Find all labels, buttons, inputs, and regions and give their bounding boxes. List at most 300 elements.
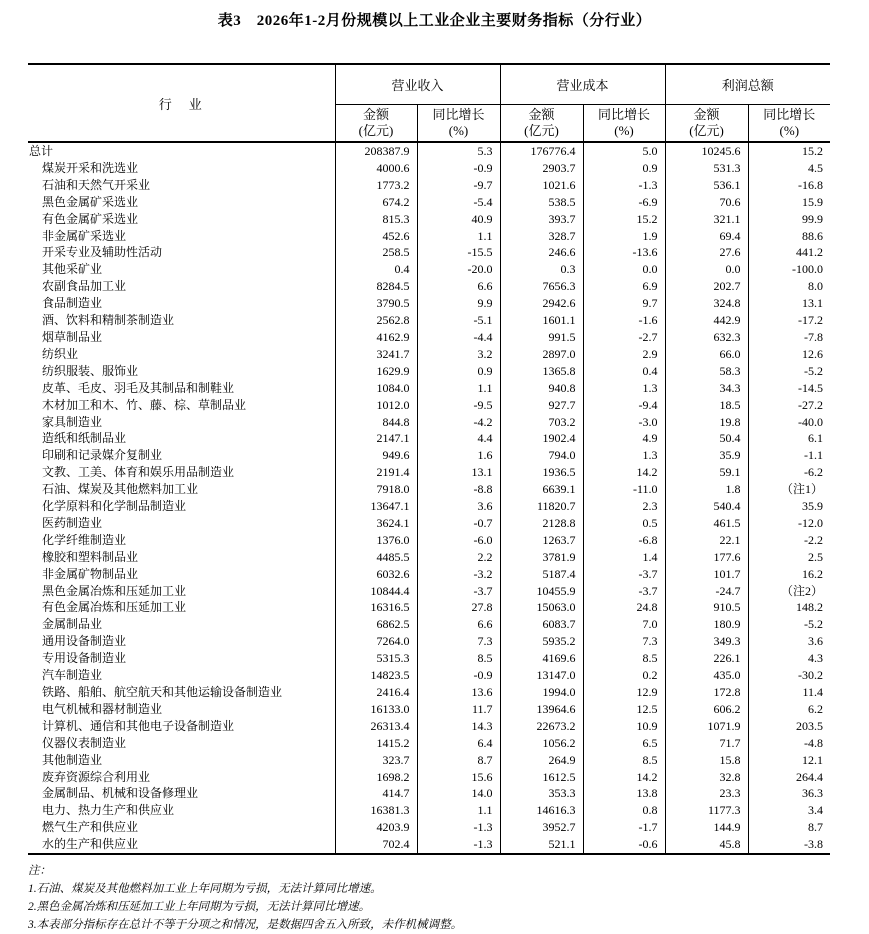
value-cell: -7.8 [748,329,830,346]
value-cell: 7918.0 [335,481,417,498]
value-cell: 10455.9 [500,583,583,600]
value-cell: 794.0 [500,447,583,464]
table-row [28,802,830,819]
value-cell: 0.5 [583,515,665,532]
value-cell: 246.6 [500,244,583,261]
value-cell: 0.4 [583,363,665,380]
industry-cell: 汽车制造业 [42,668,103,683]
value-cell: 540.4 [665,498,748,515]
value-cell: 321.1 [665,211,748,228]
value-cell: 1376.0 [335,532,417,549]
table-row [28,380,830,397]
value-cell: 180.9 [665,616,748,633]
note-item: 2.黑色金属冶炼和压延加工业上年同期为亏损，无法计算同比增速。 [28,901,371,914]
table-row [28,752,830,769]
table-row [28,836,830,854]
table-row [28,312,830,329]
value-cell: 940.8 [500,380,583,397]
value-cell: 0.9 [417,363,500,380]
value-cell: 2191.4 [335,464,417,481]
value-cell: 226.1 [665,650,748,667]
value-cell: 9.7 [583,295,665,312]
value-cell: 203.5 [748,718,830,735]
value-cell: 1.1 [417,228,500,245]
industry-cell: 烟草制品业 [42,329,103,344]
value-cell: -8.8 [417,481,500,498]
value-cell: 69.4 [665,228,748,245]
table-row [28,464,830,481]
industry-cell: 石油和天然气开采业 [42,177,151,192]
value-cell: 5.0 [583,142,665,160]
value-cell: 6.9 [583,278,665,295]
value-cell: 1902.4 [500,430,583,447]
col-group-total-profit: 利润总额 [665,64,830,105]
table-row [28,278,830,295]
value-cell: 6.2 [748,701,830,718]
value-cell: 3.6 [748,633,830,650]
value-cell: -20.0 [417,261,500,278]
value-cell: 0.4 [335,261,417,278]
table-row [28,735,830,752]
value-cell: 2128.8 [500,515,583,532]
industry-cell: 煤炭开采和洗选业 [42,160,139,175]
value-cell: 144.9 [665,819,748,836]
value-cell: 208387.9 [335,142,417,160]
value-cell: 176776.4 [500,142,583,160]
value-cell: 40.9 [417,211,500,228]
value-cell: 632.3 [665,329,748,346]
value-cell: 2.2 [417,549,500,566]
value-cell: 3781.9 [500,549,583,566]
table-row [28,397,830,414]
value-cell: 11.4 [748,684,830,701]
value-cell: 8.5 [417,650,500,667]
value-cell: 50.4 [665,430,748,447]
value-cell: -6.2 [748,464,830,481]
value-cell: 22673.2 [500,718,583,735]
value-cell: 0.8 [583,802,665,819]
value-cell: 7.3 [417,633,500,650]
value-cell: 441.2 [748,244,830,261]
industry-cell: 有色金属冶炼和压延加工业 [42,600,187,615]
industry-cell: 通用设备制造业 [42,634,127,649]
table-row [28,346,830,363]
value-cell: -15.5 [417,244,500,261]
value-cell: 1.1 [417,802,500,819]
col-header-revenue-growth: 同比增长 (%) [417,105,500,143]
value-cell: 7.3 [583,633,665,650]
table-row [28,785,830,802]
value-cell: 1056.2 [500,735,583,752]
industry-cell: 印刷和记录媒介复制业 [42,448,163,463]
value-cell: 1.4 [583,549,665,566]
value-cell: 6.6 [417,616,500,633]
industry-cell: 废弃资源综合利用业 [42,769,151,784]
value-cell: 5.3 [417,142,500,160]
table-row [28,616,830,633]
value-cell: 5315.3 [335,650,417,667]
value-cell: 6.4 [417,735,500,752]
note-item: 1.石油、煤炭及其他燃料加工业上年同期为亏损，无法计算同比增速。 [28,883,382,896]
value-cell: 1021.6 [500,177,583,194]
value-cell: 3.6 [417,498,500,515]
industry-cell: 仪器仪表制造业 [42,735,127,750]
value-cell: 5187.4 [500,566,583,583]
value-cell: 18.5 [665,397,748,414]
industry-cell: 其他制造业 [42,752,103,767]
value-cell: 13.6 [417,684,500,701]
value-cell: 6639.1 [500,481,583,498]
value-cell: -9.5 [417,397,500,414]
value-cell: 702.4 [335,836,417,854]
value-cell: 35.9 [665,447,748,464]
value-cell: -2.2 [748,532,830,549]
value-cell: 7264.0 [335,633,417,650]
value-cell: 324.8 [665,295,748,312]
industry-cell: 医药制造业 [42,515,103,530]
value-cell: 606.2 [665,701,748,718]
value-cell: 11820.7 [500,498,583,515]
value-cell: 1936.5 [500,464,583,481]
value-cell: 12.5 [583,701,665,718]
value-cell: 16381.3 [335,802,417,819]
value-cell: 264.4 [748,769,830,786]
value-cell: 7656.3 [500,278,583,295]
value-cell: 3790.5 [335,295,417,312]
value-cell: -0.6 [583,836,665,854]
value-cell: 1601.1 [500,312,583,329]
table-row [28,363,830,380]
value-cell: 1.6 [417,447,500,464]
value-cell: 32.8 [665,769,748,786]
table-row [28,769,830,786]
value-cell: 4485.5 [335,549,417,566]
value-cell: 6.6 [417,278,500,295]
notes-label: 注： [28,865,51,878]
value-cell: 264.9 [500,752,583,769]
value-cell: 6862.5 [335,616,417,633]
value-cell: 26313.4 [335,718,417,735]
industry-cell: 化学原料和化学制品制造业 [42,499,187,514]
page-title: 表3 2026年1-2月份规模以上工业企业主要财务指标（分行业） [217,13,652,29]
value-cell: 0.0 [583,261,665,278]
value-cell: -14.5 [748,380,830,397]
value-cell: 4.9 [583,430,665,447]
industry-cell: 电气机械和器材制造业 [42,701,163,716]
table-row [28,414,830,431]
table-row [28,261,830,278]
industry-cell: 橡胶和塑料制品业 [42,549,139,564]
value-cell: 5935.2 [500,633,583,650]
value-cell: 2147.1 [335,430,417,447]
value-cell: 59.1 [665,464,748,481]
col-group-operating-revenue: 营业收入 [335,64,500,105]
industry-cell: 纺织业 [42,346,79,361]
value-cell: 10844.4 [335,583,417,600]
value-cell: 1.8 [665,481,748,498]
value-cell: 6083.7 [500,616,583,633]
value-cell: 15.2 [583,211,665,228]
table-row [28,667,830,684]
value-cell: 1012.0 [335,397,417,414]
value-cell: 3952.7 [500,819,583,836]
value-cell: -9.7 [417,177,500,194]
value-cell: -11.0 [583,481,665,498]
value-cell: 14.2 [583,464,665,481]
value-cell: 24.8 [583,599,665,616]
value-cell: 2897.0 [500,346,583,363]
value-cell: 353.3 [500,785,583,802]
value-cell: 13.1 [417,464,500,481]
notes-section [28,862,869,934]
value-cell: 36.3 [748,785,830,802]
value-cell: 703.2 [500,414,583,431]
value-cell: -1.3 [417,819,500,836]
value-cell: 0.3 [500,261,583,278]
value-cell: 27.8 [417,599,500,616]
value-cell: -6.0 [417,532,500,549]
financial-indicators-table [28,63,830,855]
industry-cell: 黑色金属冶炼和压延加工业 [42,583,187,598]
table-row [28,549,830,566]
value-cell: 1.1 [417,380,500,397]
industry-cell: 石油、煤炭及其他燃料加工业 [42,482,199,497]
value-cell: -17.2 [748,312,830,329]
table-row [28,819,830,836]
industry-cell: 家具制造业 [42,414,103,429]
value-cell: 2562.8 [335,312,417,329]
value-cell: 1629.9 [335,363,417,380]
value-cell: -3.0 [583,414,665,431]
value-cell: 71.7 [665,735,748,752]
table-row [28,718,830,735]
value-cell: 323.7 [335,752,417,769]
industry-cell: 燃气生产和供应业 [42,820,139,835]
table-row [28,447,830,464]
value-cell: 452.6 [335,228,417,245]
value-cell: 258.5 [335,244,417,261]
value-cell: 4162.9 [335,329,417,346]
table-row [28,650,830,667]
value-cell: 35.9 [748,498,830,515]
value-cell: 1612.5 [500,769,583,786]
value-cell: 14616.3 [500,802,583,819]
value-cell: 1177.3 [665,802,748,819]
table-row [28,701,830,718]
value-cell: 4.5 [748,160,830,177]
industry-cell: 非金属矿采选业 [42,228,127,243]
value-cell: 4000.6 [335,160,417,177]
value-cell: 16133.0 [335,701,417,718]
value-cell: 1263.7 [500,532,583,549]
col-group-operating-cost: 营业成本 [500,64,665,105]
col-header-profit-amount: 金额 (亿元) [665,105,748,143]
value-cell: -13.6 [583,244,665,261]
value-cell: 1994.0 [500,684,583,701]
industry-cell: 纺织服装、服饰业 [42,363,139,378]
table-container [28,63,830,855]
value-cell: 4.3 [748,650,830,667]
value-cell: 6.5 [583,735,665,752]
industry-cell: 其他采矿业 [42,262,103,277]
value-cell: 16316.5 [335,599,417,616]
value-cell: 8.5 [583,752,665,769]
table-row [28,583,830,600]
table-row [28,684,830,701]
value-cell: 1071.9 [665,718,748,735]
value-cell: 461.5 [665,515,748,532]
value-cell: -1.7 [583,819,665,836]
value-cell: 349.3 [665,633,748,650]
value-cell: -6.9 [583,194,665,211]
value-cell: 3241.7 [335,346,417,363]
value-cell: 328.7 [500,228,583,245]
value-cell: 8284.5 [335,278,417,295]
value-cell: 8.7 [417,752,500,769]
value-cell: 8.7 [748,819,830,836]
value-cell: 1.9 [583,228,665,245]
industry-cell: 计算机、通信和其他电子设备制造业 [42,718,235,733]
value-cell: 927.7 [500,397,583,414]
value-cell: -1.3 [417,836,500,854]
value-cell: 2942.6 [500,295,583,312]
value-cell: 1698.2 [335,769,417,786]
value-cell: 1773.2 [335,177,417,194]
value-cell: 99.9 [748,211,830,228]
value-cell: -1.3 [583,177,665,194]
value-cell: 1.3 [583,447,665,464]
value-cell: 8.0 [748,278,830,295]
value-cell: -100.0 [748,261,830,278]
value-cell: 13.1 [748,295,830,312]
table-row [28,633,830,650]
value-cell: 23.3 [665,785,748,802]
value-cell: 66.0 [665,346,748,363]
value-cell: 815.3 [335,211,417,228]
industry-cell: 非金属矿物制品业 [42,566,139,581]
table-row [28,194,830,211]
value-cell: 0.0 [665,261,748,278]
value-cell: 148.2 [748,599,830,616]
value-cell: 4.4 [417,430,500,447]
value-cell: 7.0 [583,616,665,633]
value-cell: 0.2 [583,667,665,684]
value-cell: 14.2 [583,769,665,786]
value-cell: 12.6 [748,346,830,363]
value-cell: 3.4 [748,802,830,819]
value-cell: 13.8 [583,785,665,802]
value-cell: -16.8 [748,177,830,194]
industry-cell: 木材加工和木、竹、藤、棕、草制品业 [42,397,247,412]
value-cell: 34.3 [665,380,748,397]
value-cell: -30.2 [748,667,830,684]
value-cell: 15.2 [748,142,830,160]
value-cell: -5.1 [417,312,500,329]
value-cell: 22.1 [665,532,748,549]
value-cell: 3.2 [417,346,500,363]
value-cell: 8.5 [583,650,665,667]
value-cell: -3.7 [417,583,500,600]
value-cell: 101.7 [665,566,748,583]
value-cell: -12.0 [748,515,830,532]
value-cell: -1.1 [748,447,830,464]
value-cell: -3.2 [417,566,500,583]
value-cell: -0.9 [417,160,500,177]
value-cell: 13964.6 [500,701,583,718]
col-header-revenue-amount: 金额 (亿元) [335,105,417,143]
value-cell: 10245.6 [665,142,748,160]
value-cell: 11.7 [417,701,500,718]
table-row [28,599,830,616]
value-cell: 172.8 [665,684,748,701]
value-cell: （注1） [748,481,830,498]
table-row [28,481,830,498]
value-cell: 1.3 [583,380,665,397]
value-cell: 15.9 [748,194,830,211]
col-header-profit-growth: 同比增长 (%) [748,105,830,143]
value-cell: 27.6 [665,244,748,261]
value-cell: 442.9 [665,312,748,329]
value-cell: 2416.4 [335,684,417,701]
value-cell: -0.7 [417,515,500,532]
table-row [28,177,830,194]
table-row [28,566,830,583]
value-cell: 88.6 [748,228,830,245]
value-cell: 70.6 [665,194,748,211]
value-cell: -3.7 [583,566,665,583]
value-cell: 177.6 [665,549,748,566]
value-cell: 13147.0 [500,667,583,684]
industry-cell: 开采专业及辅助性活动 [42,245,163,260]
industry-cell: 专用设备制造业 [42,651,127,666]
industry-cell: 有色金属矿采选业 [42,211,139,226]
table-row [28,142,830,160]
table-row [28,329,830,346]
col-header-industry: 行 业 [28,64,335,142]
value-cell: 435.0 [665,667,748,684]
value-cell: 14823.5 [335,667,417,684]
value-cell: 6.1 [748,430,830,447]
value-cell: 15.8 [665,752,748,769]
value-cell: -5.4 [417,194,500,211]
value-cell: 16.2 [748,566,830,583]
col-header-cost-amount: 金额 (亿元) [500,105,583,143]
table-row [28,211,830,228]
value-cell: 12.1 [748,752,830,769]
value-cell: 15.6 [417,769,500,786]
value-cell: -4.8 [748,735,830,752]
col-header-cost-growth: 同比增长 (%) [583,105,665,143]
value-cell: -9.4 [583,397,665,414]
value-cell: 19.8 [665,414,748,431]
industry-cell: 造纸和纸制品业 [42,431,127,446]
value-cell: 521.1 [500,836,583,854]
value-cell: 14.0 [417,785,500,802]
industry-cell: 文教、工美、体育和娱乐用品制造业 [42,465,235,480]
industry-cell: 总计 [29,144,54,158]
table-row [28,498,830,515]
value-cell: 991.5 [500,329,583,346]
industry-cell: 酒、饮料和精制茶制造业 [42,313,175,328]
value-cell: -4.4 [417,329,500,346]
value-cell: 4203.9 [335,819,417,836]
industry-cell: 电力、热力生产和供应业 [42,803,175,818]
value-cell: -40.0 [748,414,830,431]
value-cell: 1084.0 [335,380,417,397]
industry-cell: 农副食品加工业 [42,279,127,294]
value-cell: 4169.6 [500,650,583,667]
value-cell: 3624.1 [335,515,417,532]
